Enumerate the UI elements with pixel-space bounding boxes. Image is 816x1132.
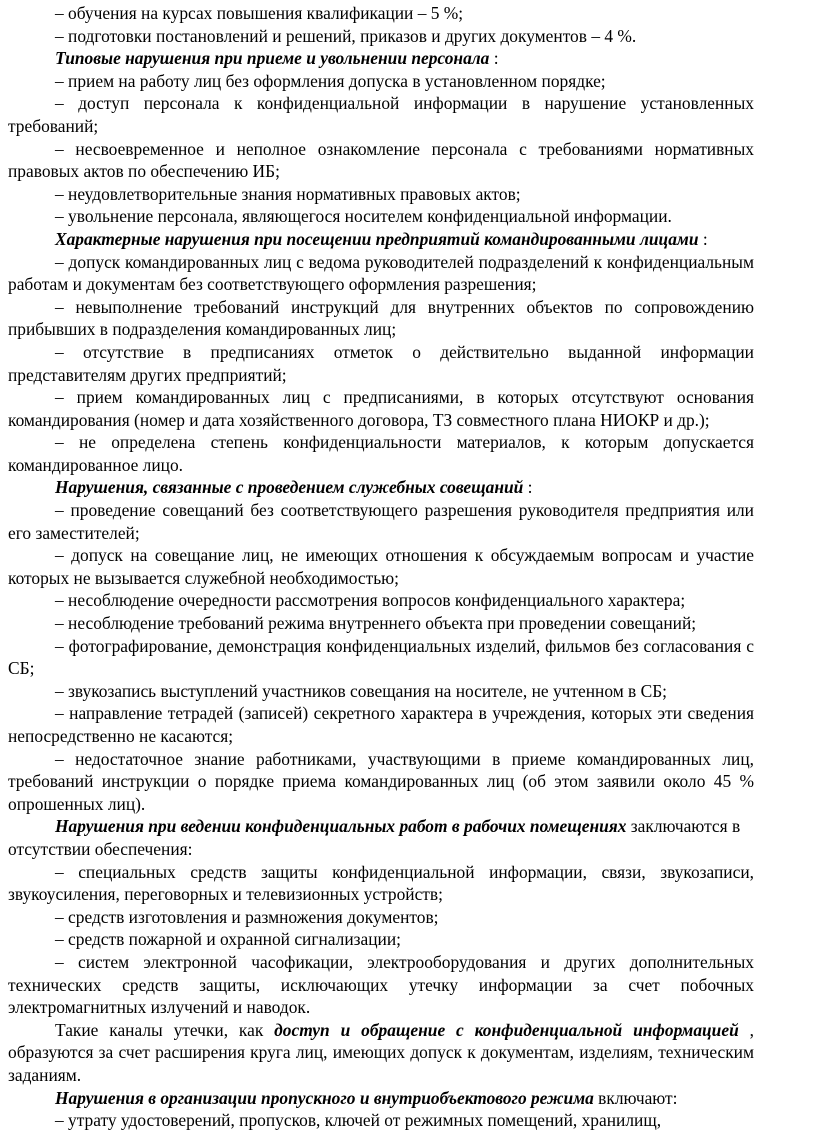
heading-suffix: : [523,477,533,498]
paragraph: – несоблюдение очередности рассмотрения вопросов конфиденциального характера; [55,590,686,611]
heading-suffix: заключаются в отсутствии обеспечения: [8,816,741,859]
paragraph-rest: , образуются за счет расширения круга лиц, имеющих допуск к документам, изделиям, техническим заданиям. [8,1019,754,1085]
paragraph: – систем электронной часофикации, электрооборудования и других дополнительных технических средств защиты, исключающих утечку информации за счет побочных электромагнитных излучений и наводок. [8,951,754,1018]
paragraph-lead: Такие каналы утечки, как [55,1019,275,1040]
heading-suffix: : [489,48,499,69]
section-heading [8,815,754,860]
paragraph: – недостаточное знание работниками, участвующими в приеме командированных лиц, требований инструкции о порядке приема командированных лиц (об этом заявили около 45 % опрошенных лиц). [8,748,754,814]
heading-text: Нарушения при ведении конфиденциальных работ в рабочих помещениях [55,816,627,837]
paragraph: – допуск командированных лиц с ведома руководителей подразделений к конфиденциальным работам и документам без соответствующего оформления разрешения; [8,251,754,295]
paragraph: – средств изготовления и размножения документов; [55,906,439,927]
heading-text: Нарушения в организации пропускного и внутриобъектового режима [55,1087,594,1108]
paragraph: – отсутствие в предписаниях отметок о действительно выданной информации представителям других предприятий; [8,341,754,385]
paragraph: – звукозапись выступлений участников совещания на носителе, не учтенном в СБ; [55,680,668,701]
section-heading [8,476,754,499]
paragraph: – прием командированных лиц с предписаниями, в которых отсутствуют основания командирования (номер и дата хозяйственного договора, ТЗ совместного плана НИОКР и др.); [8,387,754,430]
paragraph: – фотографирование, демонстрация конфиденциальных изделий, фильмов без согласования с СБ; [8,635,754,679]
section-heading [8,47,754,70]
section-heading [8,228,754,251]
paragraph: – направление тетрадей (записей) секретного характера в учреждения, которых эти сведения непосредственно не касаются; [8,703,754,746]
paragraph: – подготовки постановлений и решений, приказов и других документов – 4 %. [55,25,637,46]
paragraph: – неудовлетворительные знания нормативных правовых актов; [55,183,521,204]
paragraph: – проведение совещаний без соответствующего разрешения руководителя предприятия или его заместителей; [8,500,754,543]
heading-text: Характерные нарушения при посещении предприятий командированными лицами [55,228,699,249]
emphasis-text: доступ и обращение с конфиденциальной информацией [274,1019,739,1040]
paragraph: – доступ персонала к конфиденциальной информации в нарушение установленных требований; [8,93,754,136]
paragraph: – обучения на курсах повышения квалификации – 5 %; [55,3,464,23]
paragraph: – специальных средств защиты конфиденциальной информации, связи, звукозаписи, звукоусиления, переговорных и телевизионных устройств; [8,861,754,905]
paragraph: – допуск на совещание лиц, не имеющих отношения к обсуждаемым вопросам и участие которых не вызывается служебной необходимостью; [8,545,754,588]
heading-suffix: : [698,228,708,249]
paragraph: – несоблюдение требований режима внутреннего объекта при проведении совещаний; [55,613,697,634]
paragraph: – прием на работу лиц без оформления допуска в установленном порядке; [55,70,606,91]
paragraph [8,1019,754,1087]
paragraph: – средств пожарной и охранной сигнализации; [55,929,401,950]
heading-text: Типовые нарушения при приеме и увольнении персонала [55,48,490,69]
paragraph: – невыполнение требований инструкций для внутренних объектов по сопровождению прибывших в подразделения командированных лиц; [8,296,754,340]
heading-suffix: включают: [593,1087,678,1108]
paragraph: – не определена степень конфиденциальности материалов, к которым допускается командированное лицо. [8,432,754,475]
paragraph: – несвоевременное и неполное ознакомление персонала с требованиями нормативных правовых актов по обеспечению ИБ; [8,138,754,182]
paragraph: – утрату удостоверений, пропусков, ключей от режимных помещений, хранилищ, [55,1110,662,1131]
heading-text: Нарушения, связанные с проведением служебных совещаний [55,477,524,498]
paragraph: – увольнение персонала, являющегося носителем конфиденциальной информации. [55,206,672,227]
